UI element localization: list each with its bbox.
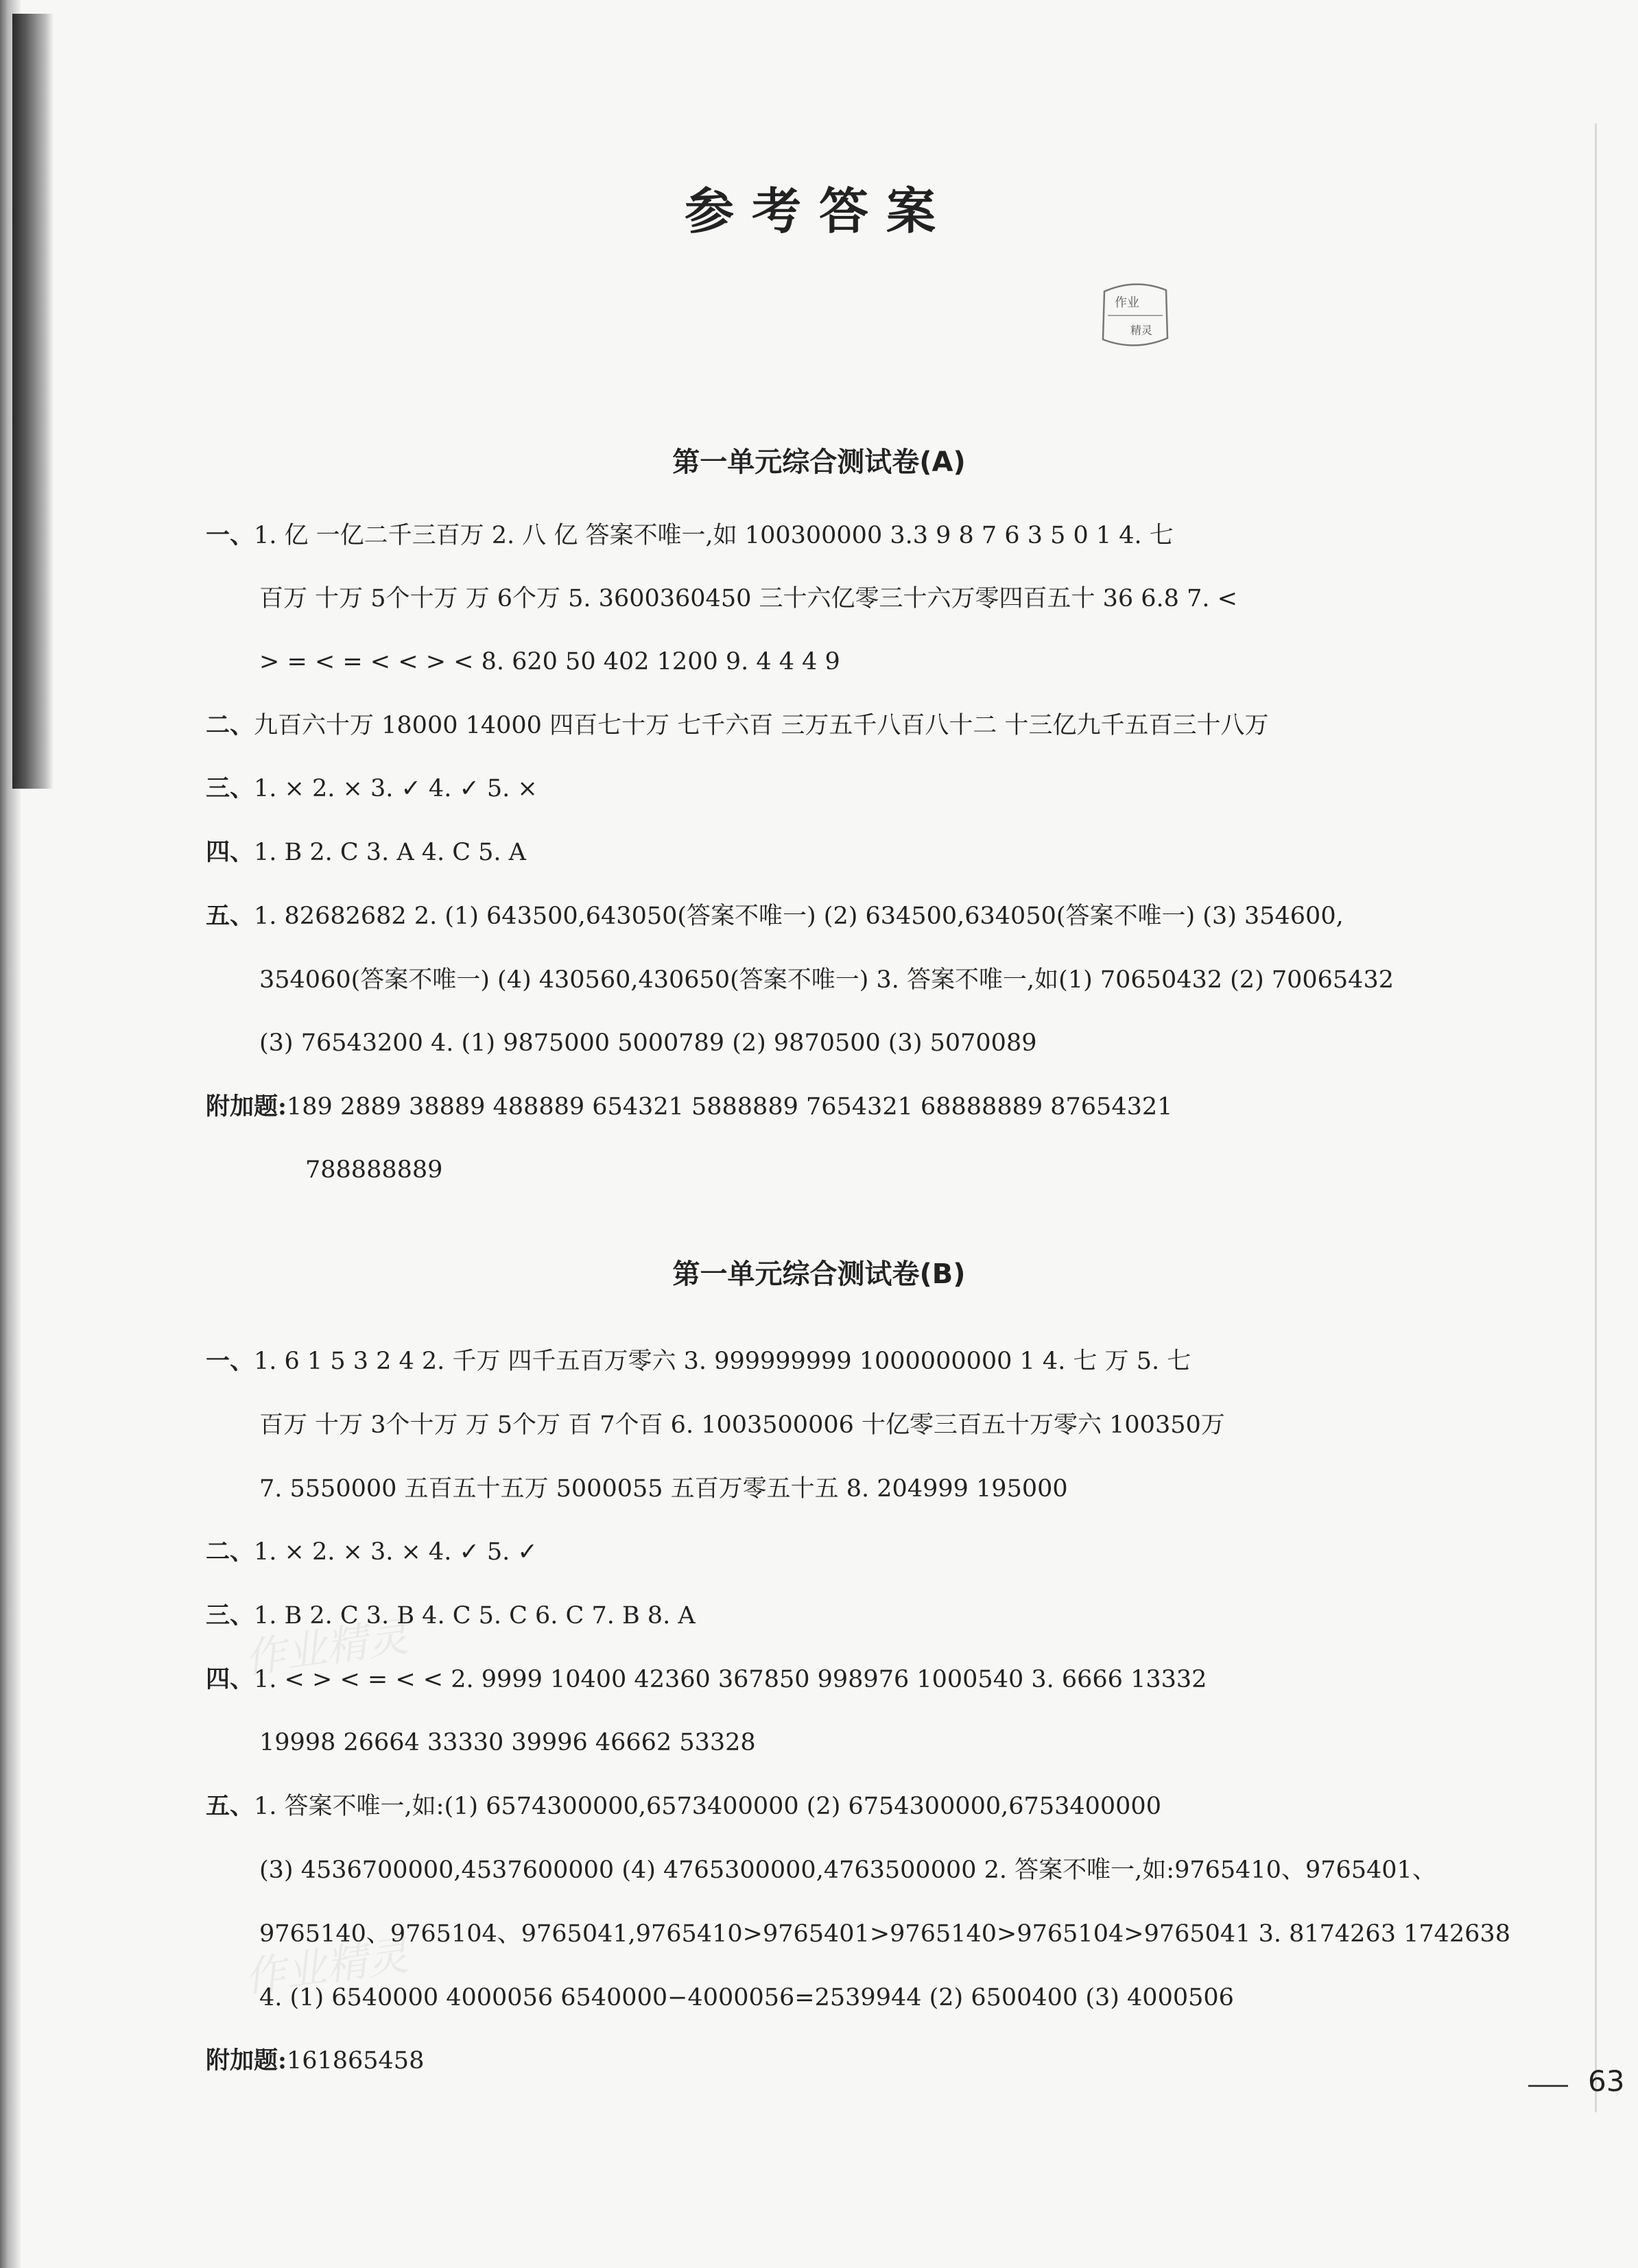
stamp-line2: 精灵: [1130, 324, 1153, 337]
right-margin-line: [1595, 123, 1597, 2112]
watermark: 作业精灵: [241, 1931, 412, 2003]
page-number-dash: [1528, 2085, 1568, 2087]
section-a-line-9: (3) 76543200 4. (1) 9875000 5000789 (2) 9870500 (3) 5070089: [259, 1029, 1037, 1057]
watermark: 作业精灵: [241, 1612, 412, 1684]
section-b-line-8: 五、1. 答案不唯一,如:(1) 6574300000,6573400000 (2) 6754300000,6753400000: [206, 1792, 1161, 1820]
binding-shadow: [12, 14, 54, 789]
section-b-line-3: 7. 5550000 五百五十五万 5000055 五百万零五十五 8. 204999 195000: [259, 1475, 1068, 1503]
section-b-title: 第一单元综合测试卷(B): [672, 1258, 966, 1290]
section-b-line-4: 二、1. × 2. × 3. × 4. ✓ 5. ✓: [206, 1538, 538, 1566]
page-title: 参考答案: [684, 182, 953, 240]
page-number: 63: [1588, 2064, 1625, 2098]
section-a-line-11: 788888889: [305, 1156, 443, 1184]
section-a-line-4: 二、九百六十万 18000 14000 四百七十万 七千六百 三万五千八百八十二 十三亿九千五百三十八万: [206, 711, 1269, 739]
section-b-line-12: 附加题:161865458: [206, 2046, 425, 2075]
stamp-seal-icon: [1091, 278, 1180, 353]
section-b-line-5: 三、1. B 2. C 3. B 4. C 5. C 6. C 7. B 8. A: [206, 1601, 696, 1630]
section-a-line-10: 附加题:189 2889 38889 488889 654321 5888889 7654321 68888889 87654321: [206, 1093, 1173, 1121]
section-a-line-3: > = < = < < > < 8. 620 50 402 1200 9. 4 4 4 9: [259, 648, 840, 676]
section-b-line-2: 百万 十万 3个十万 万 5个万 百 7个百 6. 1003500006 十亿零三百五十万零六 100350万: [259, 1411, 1225, 1439]
stamp-line1: 作业: [1115, 296, 1139, 310]
section-a-line-7: 五、1. 82682682 2. (1) 643500,643050(答案不唯一) (2) 634500,634050(答案不唯一) (3) 354600,: [206, 902, 1344, 930]
section-b-line-10: 9765140、9765104、9765041,9765410>9765401>9765140>9765104>9765041 3. 8174263 1742638: [259, 1920, 1510, 1948]
section-b-line-9: (3) 4536700000,4537600000 (4) 4765300000,4763500000 2. 答案不唯一,如:9765410、9765401、: [259, 1857, 1436, 1884]
section-a-line-2: 百万 十万 5个十万 万 6个万 5. 3600360450 三十六亿零三十六万零四百五十 36 6.8 7. <: [259, 585, 1237, 612]
section-a-line-1: 一、1. 亿 一亿二千三百万 2. 八 亿 答案不唯一,如 100300000 3.3 9 8 7 6 3 5 0 1 4. 七: [206, 521, 1174, 549]
section-b-line-6: 四、1. < > < = < < 2. 9999 10400 42360 367850 998976 1000540 3. 6666 13332: [206, 1665, 1207, 1693]
section-a-line-6: 四、1. B 2. C 3. A 4. C 5. A: [206, 838, 526, 866]
section-a-line-5: 三、1. × 2. × 3. ✓ 4. ✓ 5. ×: [206, 774, 538, 802]
section-a-line-8: 354060(答案不唯一) (4) 430560,430650(答案不唯一) 3. 答案不唯一,如(1) 70650432 (2) 70065432: [259, 966, 1394, 994]
section-b-line-11: 4. (1) 6540000 4000056 6540000−4000056=2539944 (2) 6500400 (3) 4000506: [259, 1984, 1234, 2012]
section-a-title: 第一单元综合测试卷(A): [672, 446, 966, 478]
section-b-line-7: 19998 26664 33330 39996 46662 53328: [259, 1729, 756, 1756]
section-b-line-1: 一、1. 6 1 5 3 2 4 2. 千万 四千五百万零六 3. 999999999 1000000000 1 4. 七 万 5. 七: [206, 1347, 1191, 1375]
